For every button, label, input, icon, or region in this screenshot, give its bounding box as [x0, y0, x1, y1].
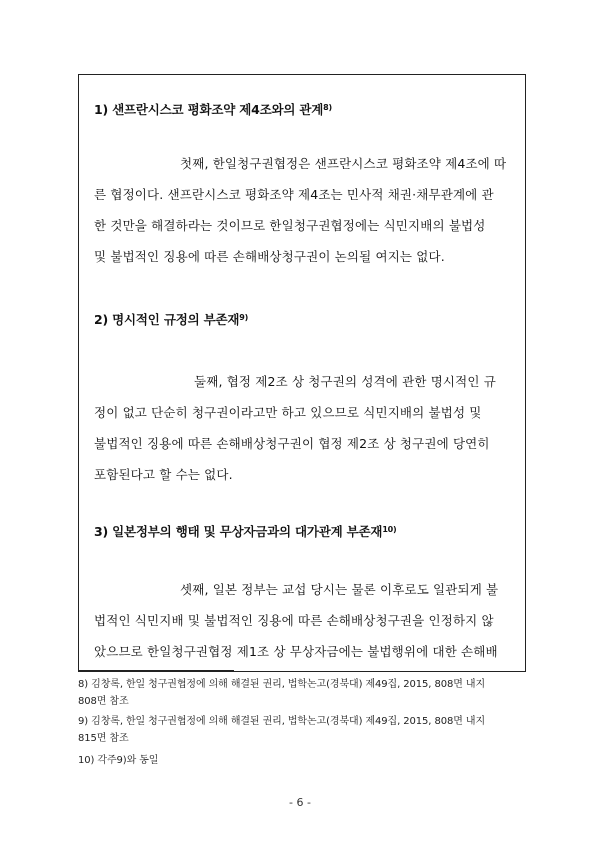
section-2-heading — [94, 310, 248, 328]
section-1-paragraph: 첫째, 한일청구권협정은 샌프란시스코 평화조약 제4조에 따 른 협정이다. 샌프란시스코 평화조약 제4조는 민사적 채권·채무관계에 관 한 것만을 해결하라는 것이므로 한일청구권협정에는 식민지배의 불법성 및 불법적인 징용에 따른 손해배상청구권이 논의될 여지는 없다. — [94, 156, 507, 264]
section-2-paragraph: 둘째, 협정 제2조 상 청구권의 성격에 관한 명시적인 규 정이 없고 단순히 청구권이라고만 하고 있으므로 식민지배의 불법성 및 불법적인 징용에 따른 손해배상청구권이 협정 제2조 상 청구권에 당연히 포함된다고 할 수는 없다. — [94, 374, 496, 482]
section-3-heading — [94, 522, 397, 540]
section-1-heading-text: 1) 샌프란시스코 평화조약 제4조와의 관계 — [94, 102, 324, 117]
footnote-ref-10[interactable]: 10) — [382, 525, 397, 534]
section-3-heading-text: 3) 일본정부의 행태 및 무상자금과의 대가관계 부존재 — [94, 524, 383, 539]
section-1-heading — [94, 100, 332, 118]
footnote-ref-9[interactable]: 9) — [239, 313, 249, 322]
footnote-divider — [78, 670, 234, 671]
footnote-9: 9) 김창록, 한일 청구권협정에 의해 해결된 권리, 법학논고(경북대) 제49집, 2015, 808면 내지 815면 참조 — [78, 716, 486, 744]
section-2-heading-text: 2) 명시적인 규정의 부존재 — [94, 312, 240, 327]
page-number: - 6 - — [289, 796, 311, 809]
footnote-10: 10) 각주9)와 동일 — [78, 755, 159, 766]
footnote-ref-8[interactable]: 8) — [323, 103, 332, 112]
section-3-paragraph: 셋째, 일본 정부는 교섭 당시는 물론 이후로도 일관되게 불 법적인 식민지배 및 불법적인 징용에 따른 손해배상청구권을 인정하지 않 았으므로 한일청구권협정 제1조 상 무상자금에는 불법행위에 대한 손해배 — [94, 582, 499, 659]
footnote-8: 8) 김창록, 한일 청구권협정에 의해 해결된 권리, 법학논고(경북대) 제49집, 2015, 808면 내지 808면 참조 — [78, 679, 486, 707]
